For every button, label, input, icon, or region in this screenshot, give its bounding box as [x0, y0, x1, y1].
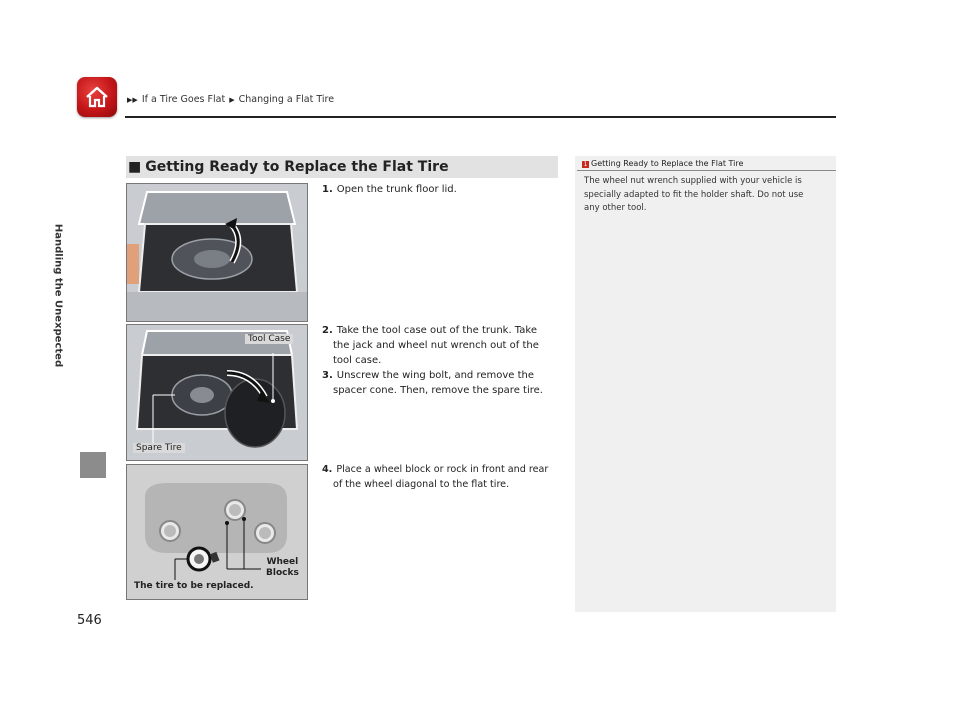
breadcrumb	[126, 94, 334, 105]
tool-case-illustration	[127, 325, 307, 460]
page-number: 546	[77, 613, 102, 628]
side-tab-label[interactable]: Handling the Unexpected	[52, 223, 64, 368]
step-text: of the wheel diagonal to the flat tire.	[333, 479, 510, 490]
trunk-illustration	[127, 184, 307, 321]
step-text: Unscrew the wing bolt, and remove the	[336, 370, 535, 381]
tire-replaced-label: The tire to be replaced.	[134, 581, 254, 591]
breadcrumb-arrow-icon: ▶	[229, 96, 235, 104]
figure-wheel-blocks	[126, 464, 308, 600]
breadcrumb-arrow-icon: ▶▶	[127, 96, 138, 104]
home-button[interactable]	[77, 77, 117, 117]
wheel-blocks-label-line2: Blocks	[266, 568, 299, 578]
spare-tire-label: Spare Tire	[133, 443, 185, 453]
note-box	[575, 156, 836, 612]
step-text: Open the trunk floor lid.	[336, 184, 457, 195]
note-title-text: Getting Ready to Replace the Flat Tire	[591, 159, 744, 168]
step-2	[322, 323, 562, 368]
step-3	[322, 368, 562, 398]
tool-case-label: Tool Case	[245, 334, 293, 344]
note-number-icon: 1	[583, 161, 588, 168]
step-text: spacer cone. Then, remove the spare tire.	[333, 385, 543, 396]
section-square-icon: ■	[128, 159, 142, 175]
step-4	[322, 462, 567, 492]
figure-tool-case	[126, 324, 308, 461]
note-body	[584, 175, 828, 216]
step-number: 4.	[322, 464, 333, 475]
wheel-blocks-label-line1: Wheel	[266, 557, 299, 567]
side-tab-marker	[80, 452, 106, 478]
breadcrumb-item-changing[interactable]: Changing a Flat Tire	[238, 94, 335, 105]
breadcrumb-item-flat-tire[interactable]: If a Tire Goes Flat	[141, 94, 226, 105]
note-line: The wheel nut wrench supplied with your vehicle is	[584, 176, 802, 186]
header-rule	[125, 116, 836, 118]
figure-open-trunk	[126, 183, 308, 322]
step-number: 2.	[322, 325, 333, 336]
note-rule	[577, 170, 836, 171]
step-number: 3.	[322, 370, 333, 381]
section-header	[126, 156, 558, 178]
note-line: any other tool.	[584, 203, 647, 213]
section-title: Getting Ready to Replace the Flat Tire	[145, 159, 449, 175]
note-line: specially adapted to fit the holder shaft. Do not use	[584, 189, 804, 200]
step-text: the jack and wheel nut wrench out of the	[333, 340, 539, 351]
step-number: 1.	[322, 184, 333, 195]
wheel-blocks-label	[263, 557, 302, 579]
step-text: tool case.	[333, 355, 382, 366]
note-title[interactable]	[582, 159, 743, 168]
step-text: Take the tool case out of the trunk. Take	[336, 325, 537, 336]
home-icon	[83, 83, 111, 111]
step-1	[322, 182, 562, 197]
step-text: Place a wheel block or rock in front and rear	[336, 464, 549, 475]
